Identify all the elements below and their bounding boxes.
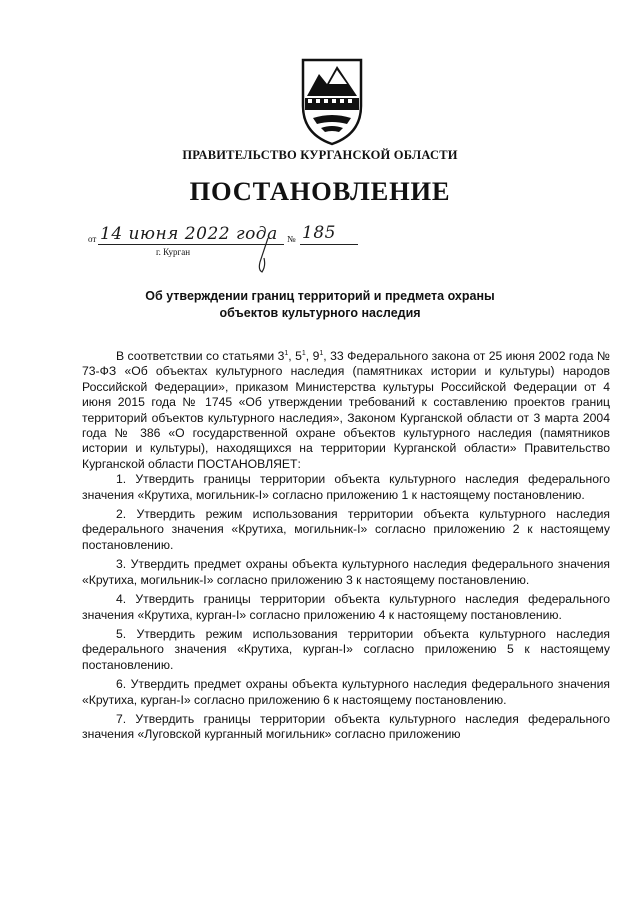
subject-line-1: Об утверждении границ территорий и предмета охраны [145,289,495,303]
city-label: г. Курган [156,247,191,257]
document-subject [120,288,520,322]
clause-1: 1. Утвердить границы территории объекта культурного наследия федерального значения «Крутиха, могильник-I» согласно приложению 1 к настоящему постановлению. [82,472,610,502]
date-number-line [80,220,380,250]
document-type-title: ПОСТАНОВЛЕНИЕ [189,176,451,206]
handwritten-number: 185 [302,223,336,243]
clause-6: 6. Утвердить предмет охраны объекта культурного наследия федерального значения «Крутиха, курган-I» согласно приложению 6 к настоящему постановлению. [82,677,610,707]
handwritten-date: 14 июня 2022 года [100,224,278,244]
clause-4: 4. Утвердить границы территории объекта культурного наследия федерального значения «Крутиха, курган-I» согласно приложению 4 к настоящему постановлению. [82,592,610,622]
subject-line-2: объектов культурного наследия [219,306,421,320]
date-prefix: от [88,234,97,244]
coat-of-arms-emblem [299,54,365,146]
number-prefix: № [287,234,296,244]
government-name: ПРАВИТЕЛЬСТВО КУРГАНСКОЙ ОБЛАСТИ [182,148,458,162]
signature-stroke [250,236,274,276]
preamble-paragraph: В соответствии со статьями $3^1$, $5^1$, $9^1$, 33 Федерального закона от 25 июня 2002 года № 73-ФЗ «Об объектах культурного наследия (памятниках истории и культуры) народов Российской Федерации», приказом Министерства культуры Российской Федерации от 4 июня 2015 года № 1745 «Об утверждении требований к составлению проектов границ территорий объектов культурного наследия», Законом Курганской области от 3 марта 2004 года № 386 «О государственной охране объектов культурного наследия (памятников истории и культуры), находящихся на территории Курганской области» Правительство Курганской области ПОСТАНОВЛЯЕТ: [82,349,610,471]
document-body [82,349,610,743]
clause-7: 7. Утвердить границы территории объекта культурного наследия федерального значения «Луговской курганный могильник» согласно приложению [82,711,610,742]
clause-3: 3. Утвердить предмет охраны объекта культурного наследия федерального значения «Крутиха, могильник-I» согласно приложению 3 к настоящему постановлению. [82,557,610,587]
clause-5: 5. Утвердить режим использования территории объекта культурного наследия федерального значения «Крутиха, курган-I» согласно приложению 5 к настоящему постановлению. [82,626,610,672]
number-underline [300,244,358,245]
clause-2: 2. Утвердить режим использования территории объекта культурного наследия федерального значения «Крутиха, могильник-I» согласно приложению 2 к настоящему постановлению. [82,507,610,552]
